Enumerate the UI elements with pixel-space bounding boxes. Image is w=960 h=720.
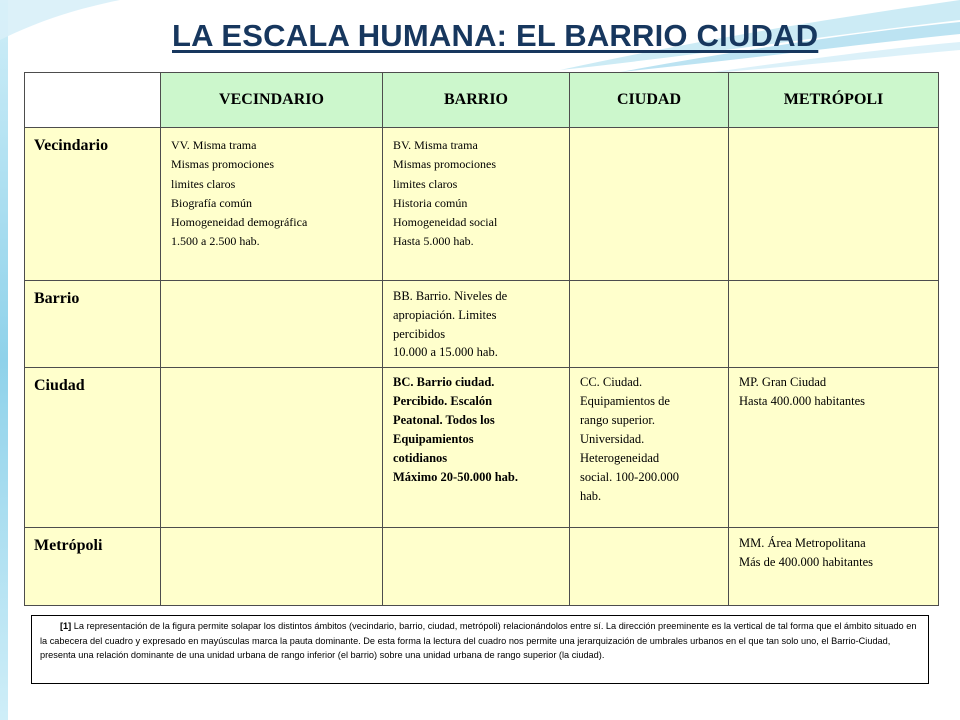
page-title: LA ESCALA HUMANA: EL BARRIO CIUDAD xyxy=(172,18,819,53)
cell-mv-empty xyxy=(729,128,939,281)
left-decor-bar xyxy=(0,0,8,720)
cell-line: Máximo 20-50.000 hab. xyxy=(393,470,518,484)
cell-bc xyxy=(383,368,570,528)
cell-line: Más de 400.000 habitantes xyxy=(739,555,874,569)
cell-vv xyxy=(161,128,383,281)
table-row-vecindario xyxy=(25,128,939,281)
table-row-ciudad xyxy=(25,368,939,528)
footnote-ref: [1] xyxy=(60,621,72,631)
scale-table xyxy=(24,72,939,606)
cell-line: MP. Gran Ciudad xyxy=(739,375,827,389)
cell-line: Homogeneidad demográfica xyxy=(171,215,308,230)
cell-line: BB. Barrio. Niveles de xyxy=(393,289,508,303)
cell-line: 1.500 a 2.500 hab. xyxy=(171,234,260,249)
column-header-metropoli: METRÓPOLI xyxy=(729,73,939,128)
row-header-vecindario: Vecindario xyxy=(25,128,161,281)
cell-line: CC. Ciudad. xyxy=(580,375,643,389)
table-row-barrio xyxy=(25,281,939,368)
footnote xyxy=(31,615,929,684)
cell-line: BC. Barrio ciudad. xyxy=(393,375,495,389)
cell-line: social. 100-200.000 xyxy=(580,470,679,484)
cell-line: Peatonal. Todos los xyxy=(393,413,495,427)
cell-line: MM. Área Metropolitana xyxy=(739,536,866,550)
cell-mm xyxy=(729,528,939,606)
cell-bv xyxy=(383,128,570,281)
cell-vb-empty xyxy=(161,281,383,368)
cell-line: Historia común xyxy=(393,195,468,210)
cell-line: BV. Misma trama xyxy=(393,138,478,152)
cell-line: Percibido. Escalón xyxy=(393,394,493,408)
cell-line: rango superior. xyxy=(580,413,655,427)
row-header-barrio: Barrio xyxy=(25,281,161,368)
cell-line: percibidos xyxy=(393,327,446,341)
cell-line: Equipamientos xyxy=(393,432,474,446)
cell-line: hab. xyxy=(580,489,602,503)
column-header-vecindario: VECINDARIO xyxy=(161,73,383,128)
cell-line: VV. Misma trama xyxy=(171,138,257,152)
cell-line: Homogeneidad social xyxy=(393,215,498,230)
cell-line: 10.000 a 15.000 hab. xyxy=(393,345,498,359)
column-header-ciudad: CIUDAD xyxy=(570,73,729,128)
cell-line: Biografía común xyxy=(171,195,252,210)
cell-vm-empty xyxy=(161,528,383,606)
cell-line: cotidianos xyxy=(393,451,448,465)
corner-cell xyxy=(25,73,161,128)
cell-line: Universidad. xyxy=(580,432,645,446)
row-header-ciudad: Ciudad xyxy=(25,368,161,528)
cell-line: Mismas promociones xyxy=(171,157,274,172)
cell-vc-empty xyxy=(161,368,383,528)
cell-line: limites claros xyxy=(393,176,458,191)
cell-line: limites claros xyxy=(171,176,236,191)
cell-line: Hasta 5.000 hab. xyxy=(393,234,474,249)
row-header-metropoli: Metrópoli xyxy=(25,528,161,606)
cell-mb-empty xyxy=(729,281,939,368)
footnote-text: La representación de la figura permite solapar los distintos ámbitos (vecindario, barrio, ciudad, metrópoli) relacionándolos entre sí. La dirección preeminente es la vertical de tal forma que el ámbito situado en la cabecera del cuadro y expresado en mayúsculas marca la pauta dominante. De esta forma la lectura del cuadro nos permite una jerarquización de umbrales urbanos en el que tan solo uno, el Barrio-Ciudad, presenta una relación dominante de una unidad urbana de rango inferior (el barrio) sobre una unidad urbana de rango superior (la ciudad). xyxy=(40,621,917,660)
cell-line: Mismas promociones xyxy=(393,157,496,172)
header-row xyxy=(25,73,939,128)
cell-mp xyxy=(729,368,939,528)
cell-bb xyxy=(383,281,570,368)
cell-bm-empty xyxy=(383,528,570,606)
table-row-metropoli xyxy=(25,528,939,606)
cell-cv-empty xyxy=(570,128,729,281)
cell-line: Heterogeneidad xyxy=(580,451,660,465)
cell-cm-empty xyxy=(570,528,729,606)
cell-line: Hasta 400.000 habitantes xyxy=(739,394,866,408)
cell-line: apropiación. Limites xyxy=(393,308,497,322)
cell-cb-empty xyxy=(570,281,729,368)
cell-line: Equipamientos de xyxy=(580,394,670,408)
column-header-barrio: BARRIO xyxy=(383,73,570,128)
cell-cc xyxy=(570,368,729,528)
